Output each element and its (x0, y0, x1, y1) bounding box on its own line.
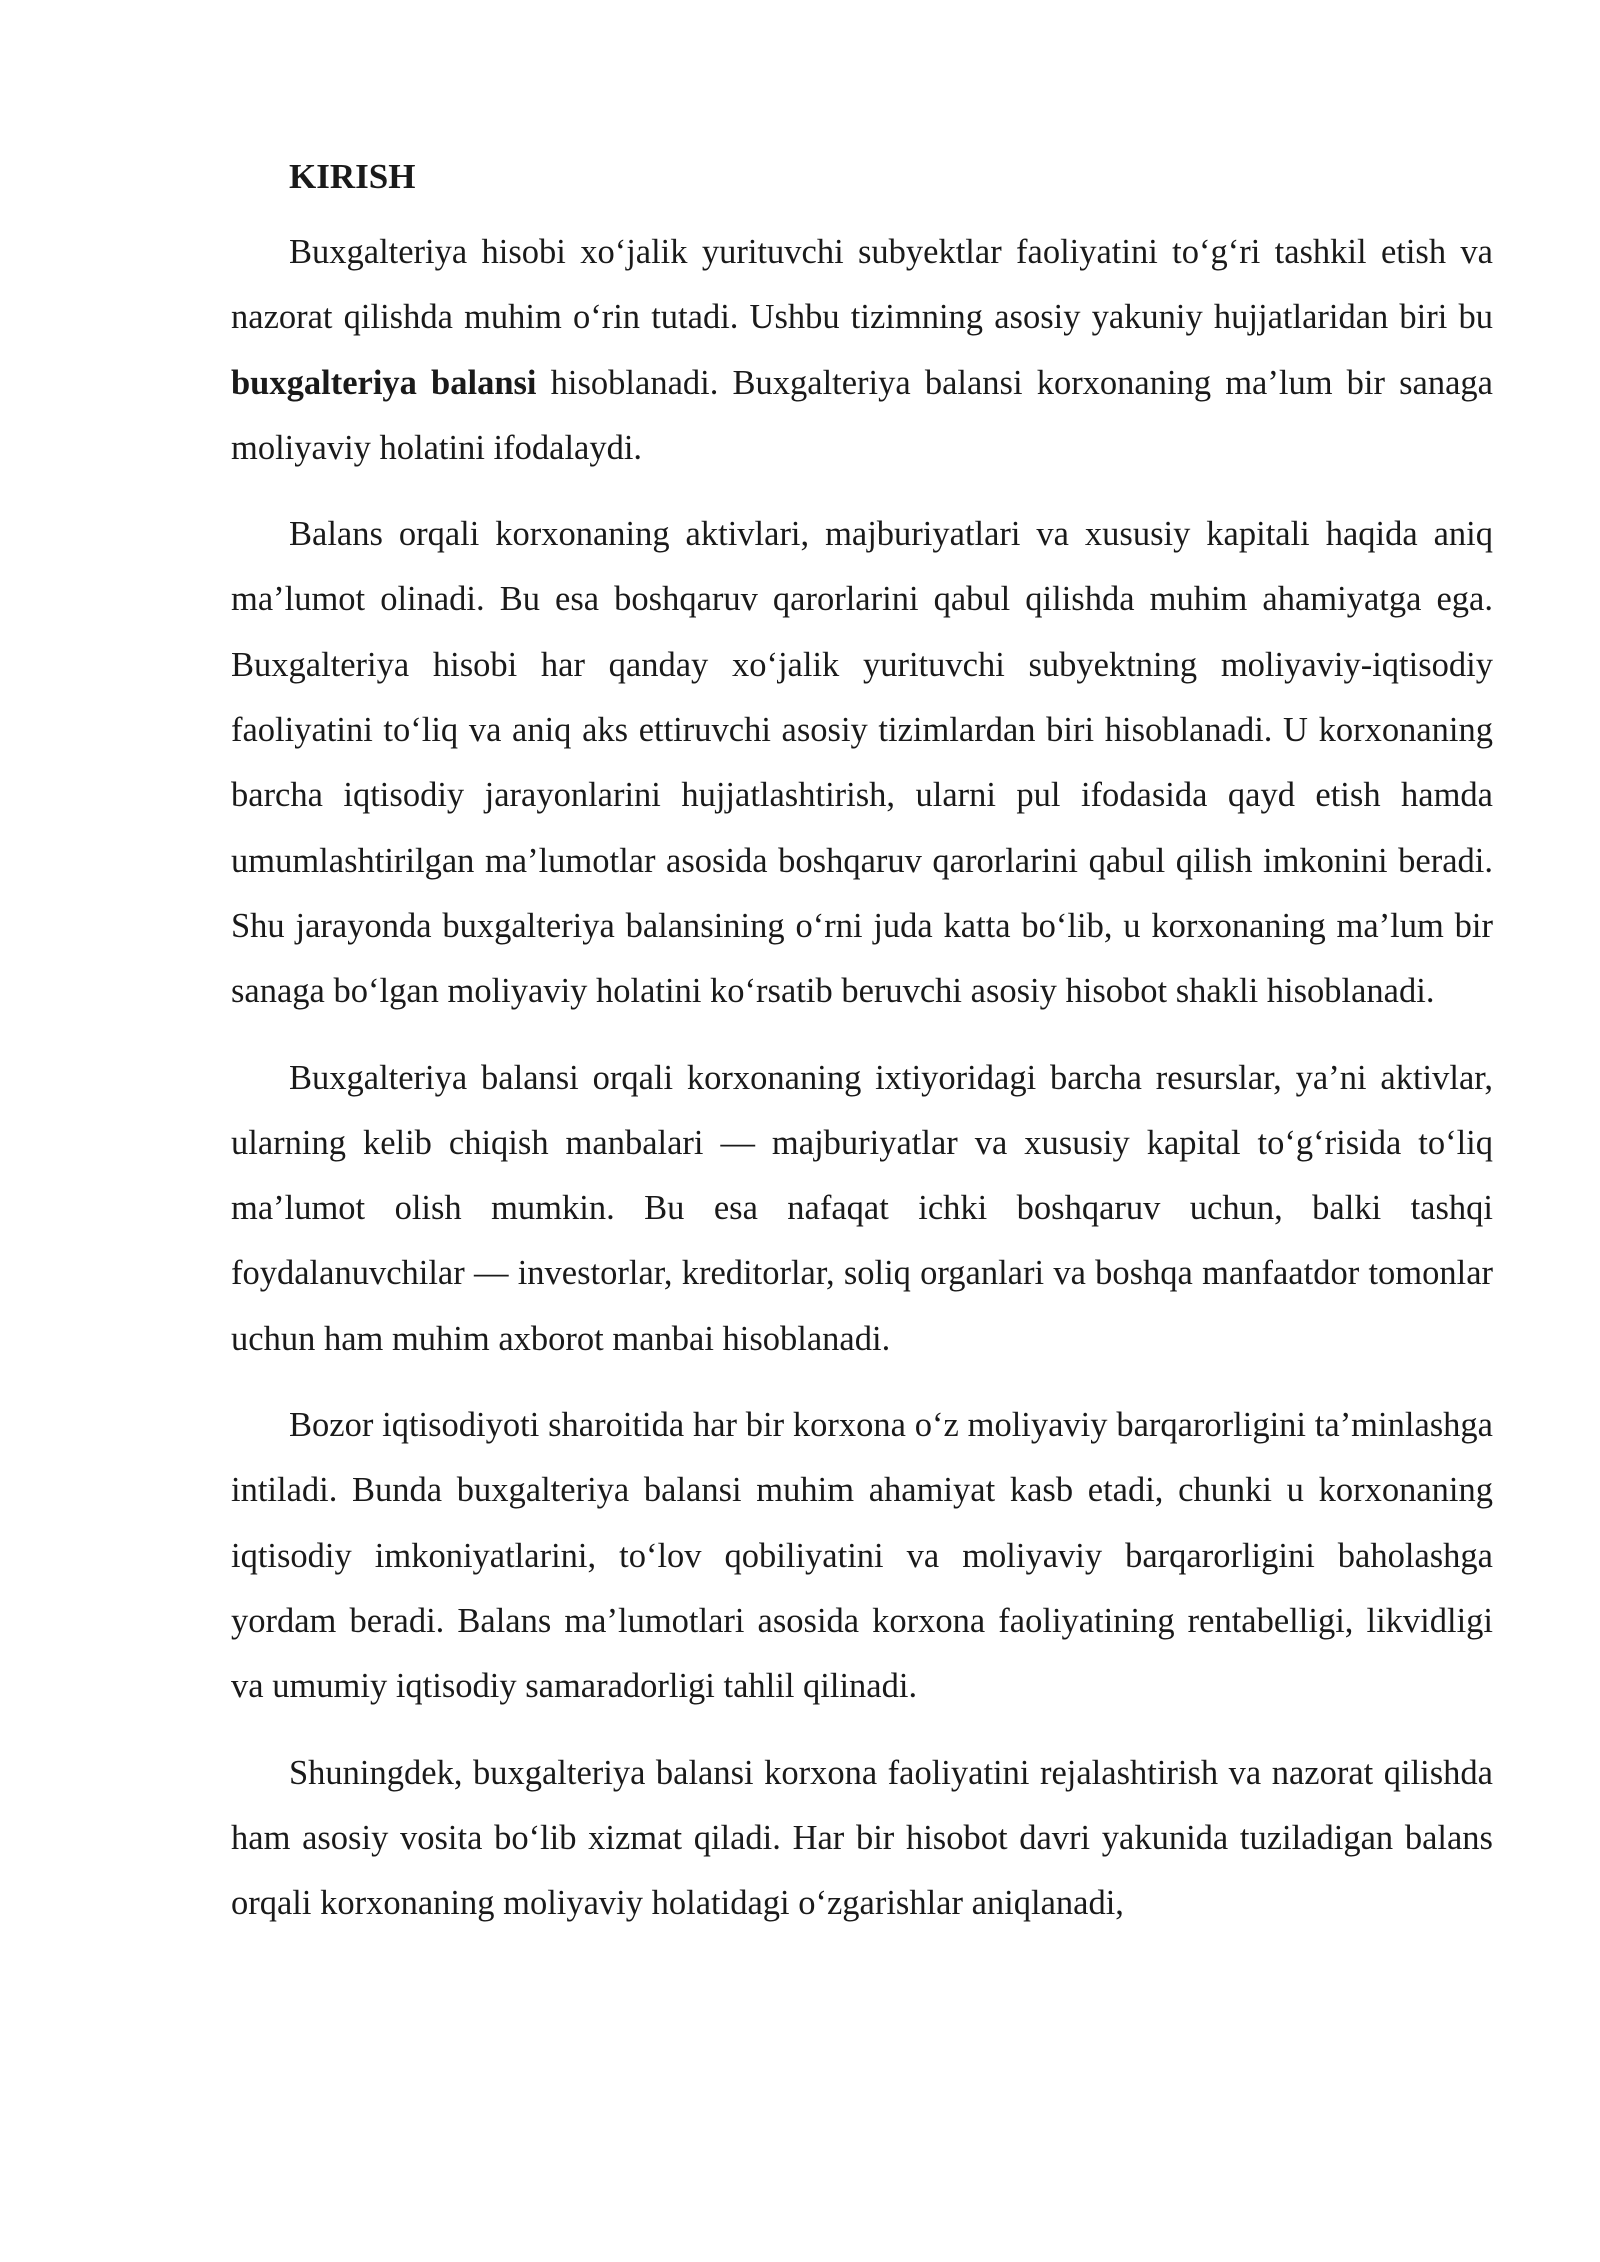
paragraph-3: Buxgalteriya balansi orqali korxonaning ixtiyoridagi barcha resurslar, ya’ni aktivlar, ularning kelib chiqish manbalari — majburiyatlar va xususiy kapital to‘g‘risida to‘liq ma’lumot olish mumkin. Bu esa nafaqat ichki boshqaruv uchun, balki tashqi foydalanuvchilar — investorlar, kreditorlar, soliq organlari va boshqa manfaatdor tomonlar uchun ham muhim axborot manbai hisoblanadi. (231, 1058, 1493, 1358)
section-heading: KIRISH (289, 157, 416, 196)
bold-term: buxgalteriya balansi (231, 363, 537, 402)
paragraph-1 (231, 220, 1493, 481)
document-body (231, 148, 1493, 1957)
paragraph-1-text-start: Buxgalteriya hisobi xo‘jalik yurituvchi subyektlar faoliyatini to‘g‘ri tashkil etish va nazorat qilishda muhim o‘rin tutadi. Ushbu tizimning asosiy yakuniy hujjatlaridan biri bu (231, 233, 1493, 337)
paragraph-5: Shuningdek, buxgalteriya balansi korxona faoliyatini rejalashtirish va nazorat qilishda ham asosiy vosita bo‘lib xizmat qiladi. Har bir hisobot davri yakunida tuziladigan balans orqali korxonaning moliyaviy holatidagi o‘zgarishlar aniqlanadi, (231, 1753, 1493, 1923)
paragraph-2: Balans orqali korxonaning aktivlari, majburiyatlari va xususiy kapitali haqida aniq ma’lumot olinadi. Bu esa boshqaruv qarorlarini qabul qilishda muhim ahamiyatga ega. Buxgalteriya hisobi har qanday xo‘jalik yurituvchi subyektning moliyaviy-iqtisodiy faoliyatini to‘liq va aniq aks ettiruvchi asosiy tizimlardan biri hisoblanadi. U korxonaning barcha iqtisodiy jarayonlarini hujjatlashtirish, ularni pul ifodasida qayd etish hamda umumlashtirilgan ma’lumotlar asosida boshqaruv qarorlarini qabul qilish imkonini beradi. Shu jarayonda buxgalteriya balansining o‘rni juda katta bo‘lib, u korxonaning ma’lum bir sanaga bo‘lgan moliyaviy holatini ko‘rsatib beruvchi asosiy hisobot shakli hisoblanadi. (231, 515, 1493, 1011)
paragraph-4: Bozor iqtisodiyoti sharoitida har bir korxona o‘z moliyaviy barqarorligini ta’minlashga intiladi. Bunda buxgalteriya balansi muhim ahamiyat kasb etadi, chunki u korxonaning iqtisodiy imkoniyatlarini, to‘lov qobiliyatini va moliyaviy barqarorligini baholashga yordam beradi. Balans ma’lumotlari asosida korxona faoliyatining rentabelligi, likvidligi va umumiy iqtisodiy samaradorligi tahlil qilinadi. (231, 1406, 1493, 1706)
paragraph-1-text-end: hisoblanadi. Buxgalteriya balansi korxonaning ma’lum bir sanaga moliyaviy holatini ifodalaydi. (231, 363, 1493, 467)
